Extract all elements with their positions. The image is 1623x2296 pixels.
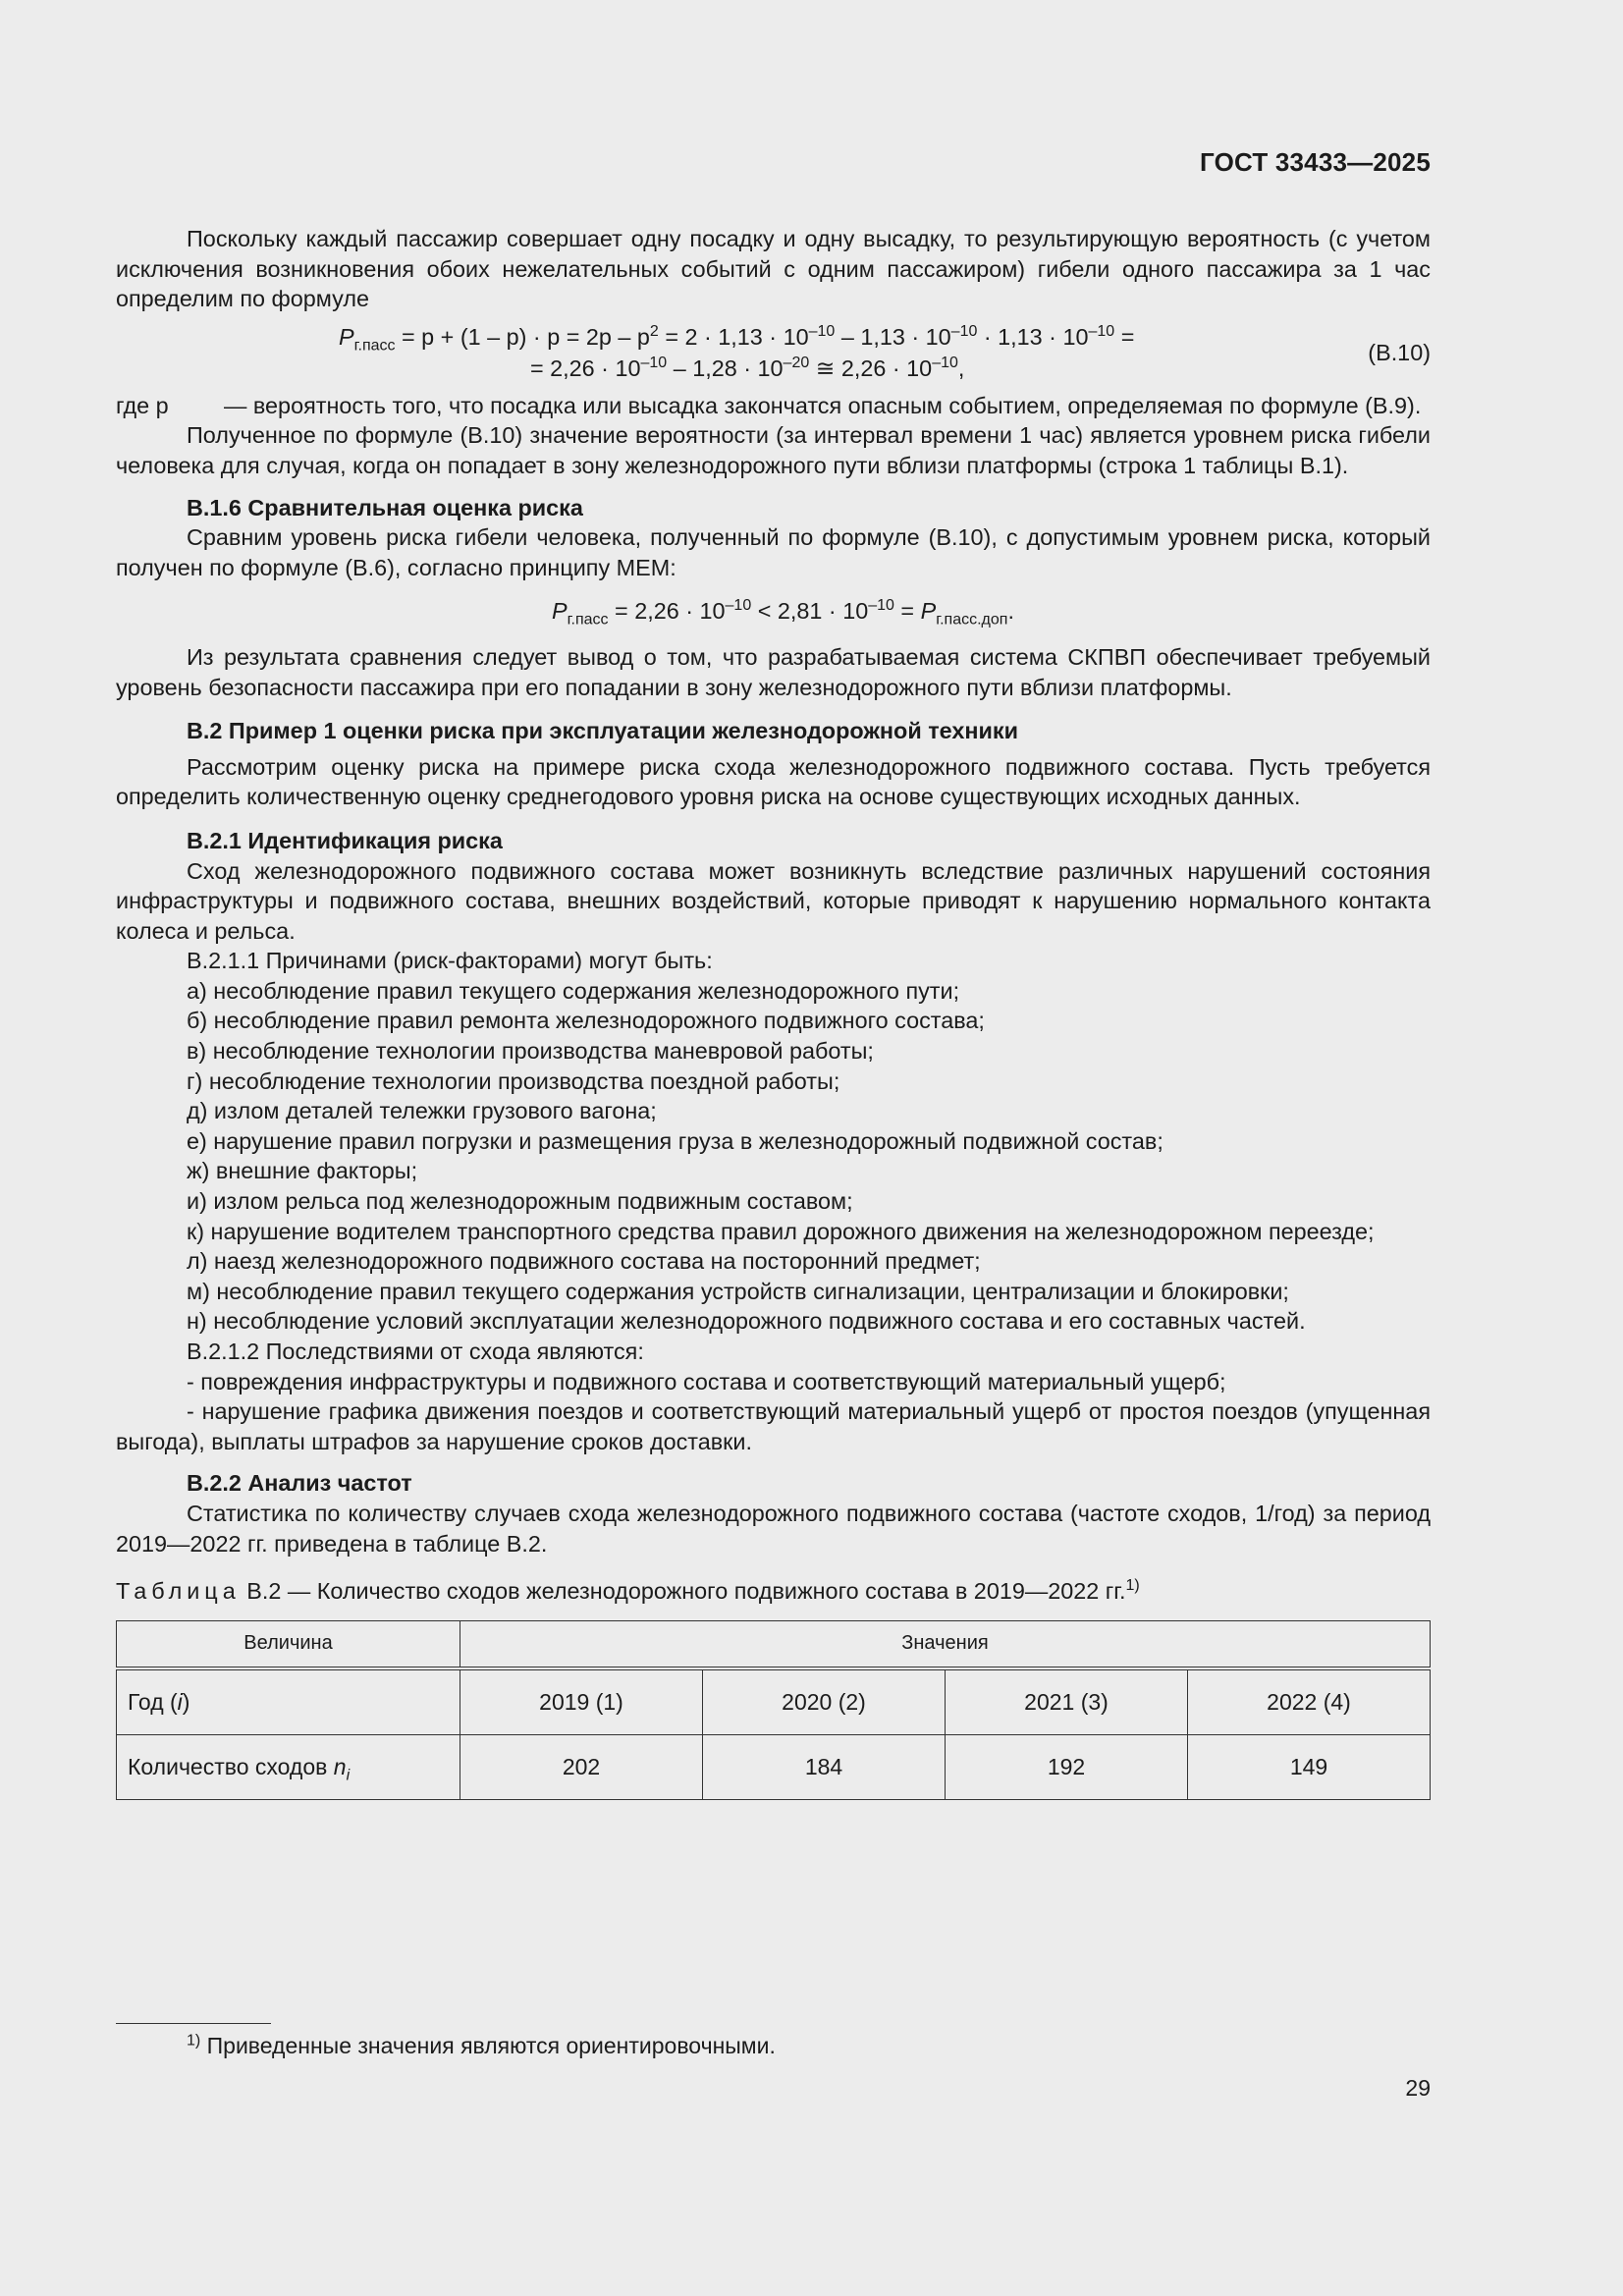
table-row [117,1668,1431,1735]
list-item: н) несоблюдение условий эксплуатации железнодорожного подвижного состава и его составных частей. [187,1308,1306,1335]
section-heading: В.2.1 Идентификация риска [187,827,503,853]
list-item: - повреждения инфраструктуры и подвижного состава и соответствующий материальный ущерб; [187,1368,1226,1394]
footnote-separator [116,2023,271,2024]
paragraph: Полученное по формуле (В.10) значение вероятности (за интервал времени 1 час) является уровнем риска гибели человека для случая, когда он попадает в зону железнодорожного пути вблизи платформы (строка 1 таблицы В.1). [116,422,1431,478]
formula-line-1: $P_{г.пасс} = p + (1 - p) \cdot p = 2p - p^2 = 2 \cdot 1,13 \cdot 10^{-10} - 1,13 \cdot 10^{-10} \cdot 1,13 \cdot 10^{-10}$ = [339,322,1135,355]
document-id: ГОСТ 33433—2025 [1200,147,1431,177]
footnote-mark: 1) [187,2032,201,2050]
list-item: к) нарушение водителем транспортного средства правил дорожного движения на железнодорожном переезде; [187,1218,1375,1244]
table-caption-text: В.2 — Количество сходов железнодорожного подвижного состава в 2019—2022 гг. [240,1578,1126,1605]
table-header-cell: Значения [460,1620,1431,1668]
formula-comparison: $P_{г.пасс} = 2,26 \cdot 10^{-10} < 2,81 \cdot 10^{-10} = P_{г.пасс.доп}$. [552,597,1014,629]
subsection-line: В.2.1.2 Последствиями от схода являются: [187,1339,644,1364]
table-cell: 149 [1188,1734,1431,1799]
table-row-label: Год (i) [117,1668,460,1735]
section-heading: В.1.6 Сравнительная оценка риска [187,494,583,520]
table-row [117,1734,1431,1799]
table-header-row [117,1620,1431,1668]
table-cell: 192 [946,1734,1188,1799]
explanation-text: — вероятность того, что посадка или высадка закончатся опасным событием, определяемая по формуле (В.9). [224,392,1422,418]
list-item: в) несоблюдение технологии производства маневровой работы; [187,1038,874,1065]
paragraph: Поскольку каждый пассажир совершает одну посадку и одну высадку, то результирующую вероятность (с учетом исключения возникновения обоих нежелательных событий с одним пассажиром) гибели одного пассажира за 1 час определим по формуле [116,226,1431,312]
footnote-text: Приведенные значения являются ориентировочными. [200,2033,776,2058]
explanation-label: где p [116,392,169,418]
formula-explanation [116,391,1431,421]
list-item: и) излом рельса под железнодорожным подвижным составом; [187,1188,853,1215]
table-cell: 184 [703,1734,946,1799]
section-heading: В.2.2 Анализ частот [187,1470,412,1497]
table-caption [116,1576,1431,1607]
page-number: 29 [1405,2075,1431,2101]
paragraph: Статистика по количеству случаев схода железнодорожного подвижного состава (частоте сходов, 1/год) за период 2019—2022 гг. приведена в таблице В.2. [116,1500,1431,1557]
formula-number: (В.10) [1368,339,1431,365]
page-body [116,224,1431,1800]
list-item: а) несоблюдение правил текущего содержания железнодорожного пути; [187,977,960,1004]
table-cell: 2022 (4) [1188,1668,1431,1735]
list-item: л) наезд железнодорожного подвижного состава на посторонний предмет; [187,1248,981,1275]
table-b2 [116,1620,1431,1800]
footnote-ref: 1) [1125,1577,1140,1595]
paragraph: Из результата сравнения следует вывод о том, что разрабатываемая система СКПВП обеспечивает требуемый уровень безопасности пассажира при его попадании в зону железнодорожного пути вблизи платформы. [116,643,1431,700]
paragraph: Рассмотрим оценку риска на примере риска схода железнодорожного подвижного состава. Пусть требуется определить количественную оценку среднегодового уровня риска на основе существующих исходных данных. [116,753,1431,810]
list-item: д) излом деталей тележки грузового вагона; [187,1098,657,1124]
list-item: м) несоблюдение правил текущего содержания устройств сигнализации, централизации и блокировки; [187,1278,1289,1304]
table-caption-word: Таблица [116,1578,241,1605]
list-item: ж) внешние факторы; [187,1158,418,1184]
formula-line-2: = $2,26 \cdot 10^{-10} - 1,28 \cdot 10^{-20}$ ≅ $2,26 \cdot 10^{-10}$, [530,354,965,381]
formula-b10 [116,320,1431,387]
paragraph: Сход железнодорожного подвижного состава может возникнуть вследствие различных нарушений состояния инфраструктуры и подвижного состава, внешних воздействий, которые приводят к нарушению нормального контакта колеса и рельса. [116,857,1431,944]
table-cell: 2021 (3) [946,1668,1188,1735]
list-item: е) нарушение правил погрузки и размещения груза в железнодорожный подвижной состав; [187,1127,1163,1154]
table-row-label: Количество сходов $n_i$ [117,1734,460,1799]
list-item: б) несоблюдение правил ремонта железнодорожного подвижного состава; [187,1008,985,1034]
list-item: г) несоблюдение технологии производства поездной работы; [187,1067,840,1094]
table-cell: 2020 (2) [703,1668,946,1735]
table-cell: 2019 (1) [460,1668,703,1735]
table-cell: 202 [460,1734,703,1799]
footnote [187,2033,776,2059]
section-heading: В.2 Пример 1 оценки риска при эксплуатации железнодорожной техники [187,718,1018,744]
list-item: - нарушение графика движения поездов и соответствующий материальный ущерб от простоя поездов (упущенная выгода), выплаты штрафов за нарушение сроков доставки. [116,1398,1431,1454]
paragraph: Сравним уровень риска гибели человека, полученный по формуле (В.10), с допустимым уровнем риска, который получен по формуле (В.6), согласно принципу MEM: [116,524,1431,580]
subsection-line: В.2.1.1 Причинами (риск-факторами) могут быть: [187,948,713,974]
table-header-cell: Величина [117,1620,460,1668]
